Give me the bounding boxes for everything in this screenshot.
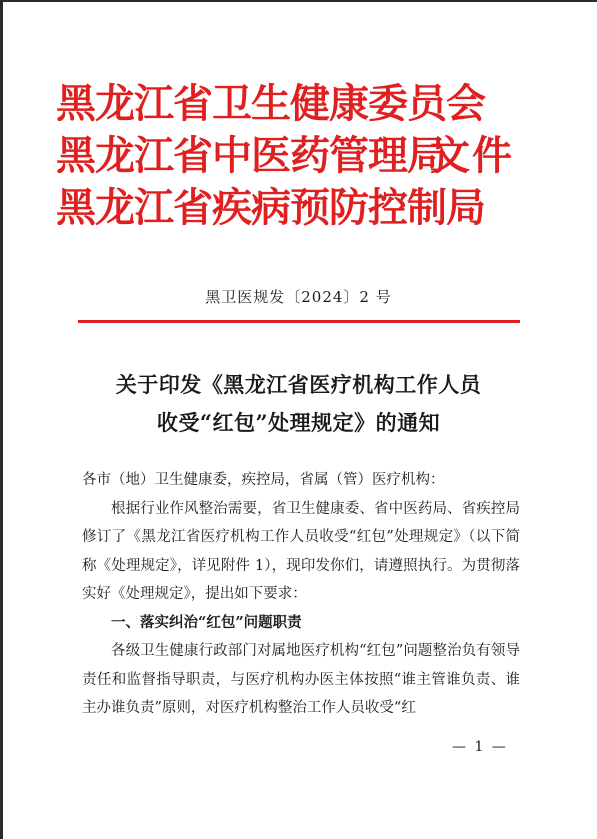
paragraph-1: 根据行业作风整治需要，省卫生健康委、省中医药局、省疾控局修订了《黑龙江省医疗机构工作人员收受“红包”处理规定》（以下简称《处理规定》，详见附件 1），现印发你们，请遵照执行。为贯彻落实好《处理规定》，提出如下要求： xyxy=(82,500,520,602)
section-heading-1: 一、落实纠治“红包”问题职责 xyxy=(111,613,302,631)
scan-edge-top xyxy=(0,0,597,2)
document-title xyxy=(0,366,597,442)
doc-type-label: 文件 xyxy=(430,132,514,179)
document-header xyxy=(56,78,556,234)
salutation: 各市（地）卫生健康委，疾控局，省属（管）医疗机构： xyxy=(82,472,445,488)
agency-name-3: 黑龙江省疾病预防控制局 xyxy=(56,184,485,231)
agency-name-1: 黑龙江省卫生健康委员会 xyxy=(56,80,485,127)
document-number: 黑卫医规发〔2024〕2 号 xyxy=(205,288,392,306)
title-line-2: 收受“红包”处理规定》的通知 xyxy=(156,410,441,435)
agency-name-2: 黑龙江省中医药管理局 xyxy=(56,132,446,179)
document-body xyxy=(82,466,520,723)
paragraph-2: 各级卫生健康行政部门对属地医疗机构“红包”问题整治负有领导责任和监督指导职责，与医疗机构办医主体按照“谁主管谁负责、谁主办谁负责”原则，对医疗机构整治工作人员收受“红 xyxy=(82,643,520,716)
page-number: — 1 — xyxy=(452,739,508,755)
title-line-1: 关于印发《黑龙江省医疗机构工作人员 xyxy=(115,372,482,397)
red-divider-line xyxy=(78,320,520,323)
